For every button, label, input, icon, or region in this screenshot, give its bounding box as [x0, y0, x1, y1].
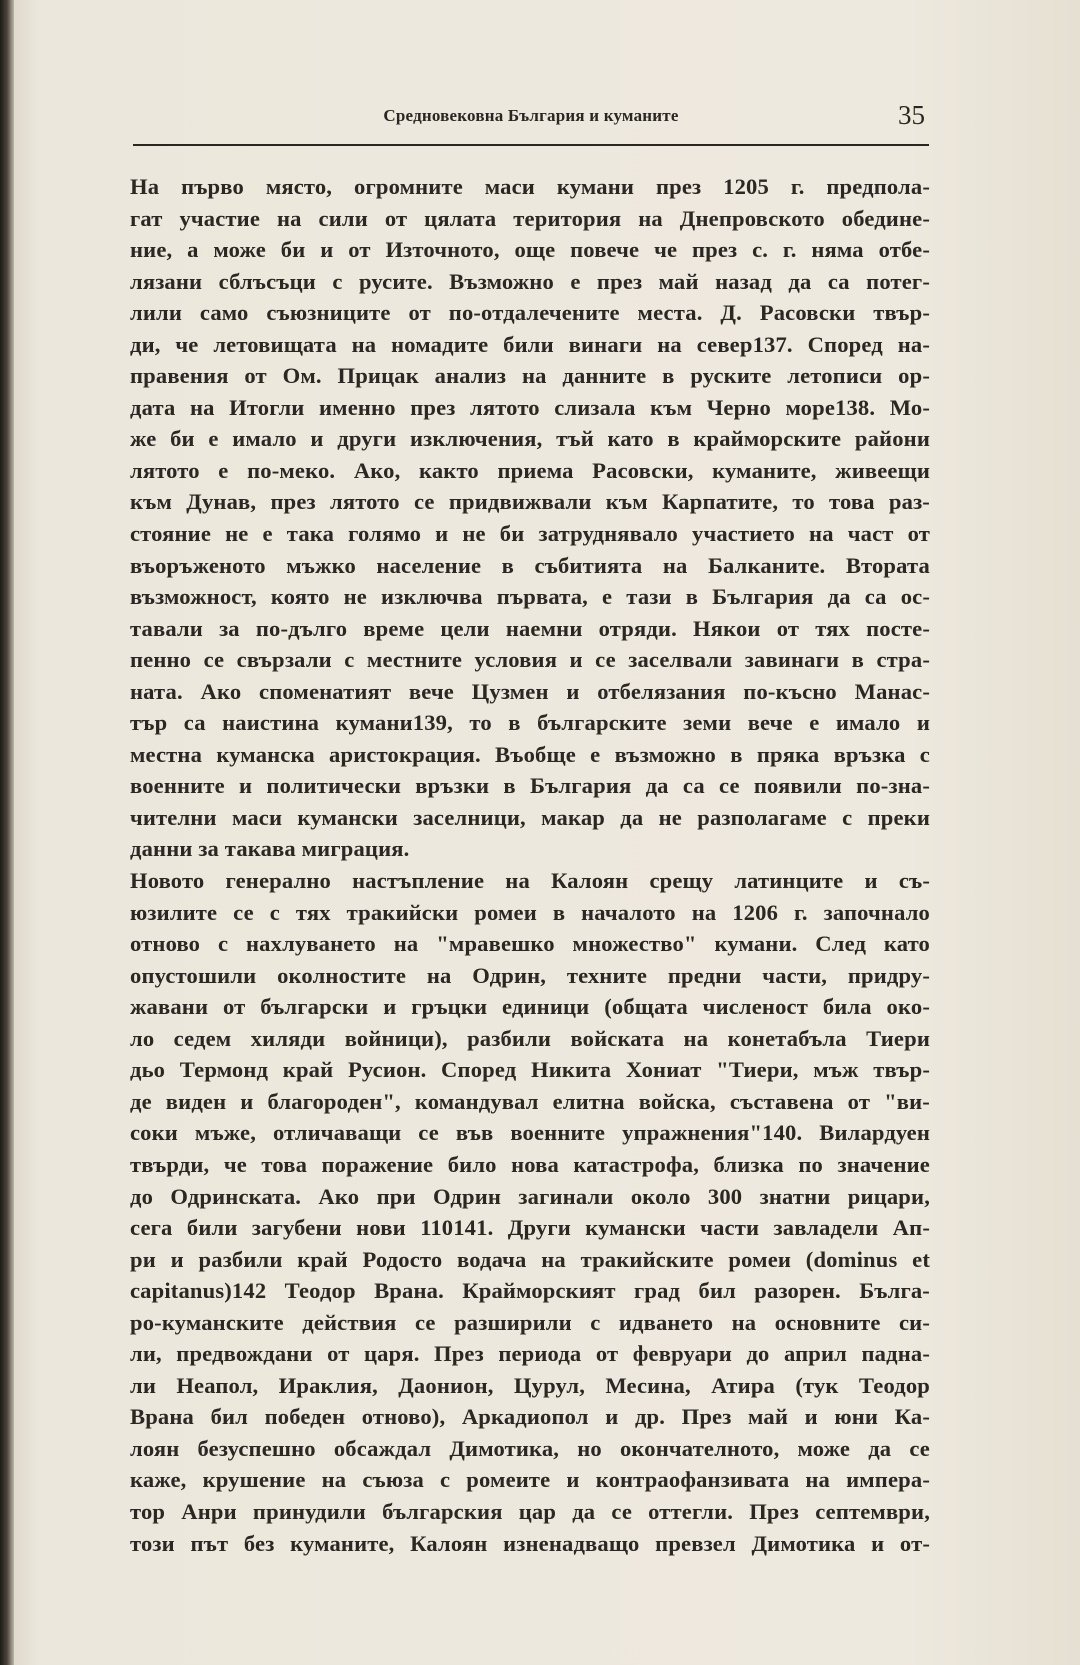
running-title: Средновековна България и куманите [383, 106, 679, 125]
book-spine-shadow [0, 0, 14, 1665]
text-line: военните и политически връзки в България да са се появили по-зна- [130, 773, 930, 799]
text-line: Врана бил победен отново), Аркадиопол и др. През май и юни Ка- [130, 1404, 930, 1430]
text-line: този път без куманите, Калоян изненадващо превзел Димотика и от- [130, 1530, 930, 1556]
text-line: же би е имало и други изключения, тъй като в крайморските райони [130, 426, 930, 452]
text-line: лятото е по-меко. Ако, както приема Расовски, куманите, живеещи [130, 457, 930, 483]
text-line: пенно се свързали с местните условия и се заселвали завинаги в стра- [130, 647, 930, 673]
text-line: ли Неапол, Ираклия, Даонион, Цурул, Месина, Атира (тук Теодор [130, 1372, 930, 1398]
text-line: опустошили околностите на Одрин, техните предни части, придру- [130, 962, 930, 988]
running-head [133, 100, 929, 146]
text-line: соки мъже, отличаващи се във военните упражнения"140. Вилардуен [130, 1120, 930, 1146]
text-line: ро-куманските действия се разширили с идването на основните си- [130, 1309, 930, 1335]
body-text [130, 171, 930, 1559]
text-line: каже, крушение на съюза с ромеите и контраофанзивата на импера- [130, 1467, 930, 1493]
text-line: ло седем хиляди войници), разбили войската на конетабъла Тиери [130, 1025, 930, 1051]
text-line: лязани сблъсъци с русите. Възможно е през май назад да са потег- [130, 268, 930, 294]
text-line: чителни маси кумански заселници, макар да не разполагаме с преки [130, 804, 930, 830]
text-line: жавани от български и гръцки единици (общата численост била око- [130, 994, 930, 1020]
text-line: данни за такава миграция. [130, 836, 410, 862]
text-line: ди, че летовищата на номадите били винаги на север137. Според на- [130, 331, 930, 357]
text-line: ната. Ако споменатият вече Цузмен и отбелязания по-късно Манас- [130, 678, 930, 704]
text-line: лили само съюзниците от по-отдалечените места. Д. Расовски твър- [130, 300, 930, 326]
page-number: 35 [898, 100, 925, 130]
text-line: местна куманска аристокрация. Въобще е възможно в пряка връзка с [130, 741, 930, 767]
text-line: към Дунав, през лятото се придвижвали към Карпатите, то това раз- [130, 489, 930, 515]
text-line: правения от Ом. Прицак анализ на данните в руските летописи ор- [130, 363, 930, 389]
text-line: capitanus)142 Теодор Врана. Крайморският град бил разорен. Бълга- [130, 1278, 930, 1304]
text-line: Новото генерално настъпление на Калоян срещу латинците и съ- [130, 868, 930, 894]
text-line: дата на Итогли именно през лятото слизала към Черно море138. Мо- [130, 394, 930, 420]
text-line: тавали за по-дълго време цели наемни отряди. Някои от тях посте- [130, 615, 930, 641]
text-line: де виден и благороден", командувал елитна войска, съставена от "ви- [130, 1088, 930, 1114]
text-line: отново с нахлуването на "мравешко множество" кумани. След като [130, 931, 930, 957]
text-line: ли, предвождани от царя. През периода от февруари до април падна- [130, 1341, 930, 1367]
text-line: лоян безуспешно обсаждал Димотика, но окончателното, може да се [130, 1435, 930, 1461]
text-line: ние, а може би и от Източното, още повече че през с. г. няма отбе- [130, 237, 930, 263]
text-line: тър са наистина кумани139, то в българските земи вече е имало и [130, 710, 930, 736]
text-line: възможност, която не изключва първата, е тази в България да са ос- [130, 584, 930, 610]
text-line: ри и разбили край Родосто водача на тракийските ромеи (dominus et [130, 1246, 930, 1272]
text-line: дьо Термонд край Русион. Според Никита Хониат "Тиери, мъж твър- [130, 1057, 930, 1083]
text-line: до Одринската. Ако при Одрин загинали около 300 знатни рицари, [130, 1183, 930, 1209]
text-line: юзилите се с тях тракийски ромеи в началото на 1206 г. започнало [130, 899, 930, 925]
text-line: въоръженото мъжко население в събитията на Балканите. Втората [130, 552, 930, 578]
text-line: твърди, че това поражение било нова катастрофа, близка по значение [130, 1151, 930, 1177]
text-line: На първо място, огромните маси кумани през 1205 г. предпола- [130, 174, 930, 199]
text-line: сега били загубени нови 110141. Други кумански части завладели Ап- [130, 1215, 930, 1241]
text-line: гат участие на сили от цялата територия на Днепровското обедине- [130, 205, 930, 231]
text-line: стояние не е така голямо и не би затруднявало участието на част от [130, 521, 930, 547]
text-line: тор Анри принудили българския цар да се оттегли. През септември, [130, 1498, 930, 1524]
